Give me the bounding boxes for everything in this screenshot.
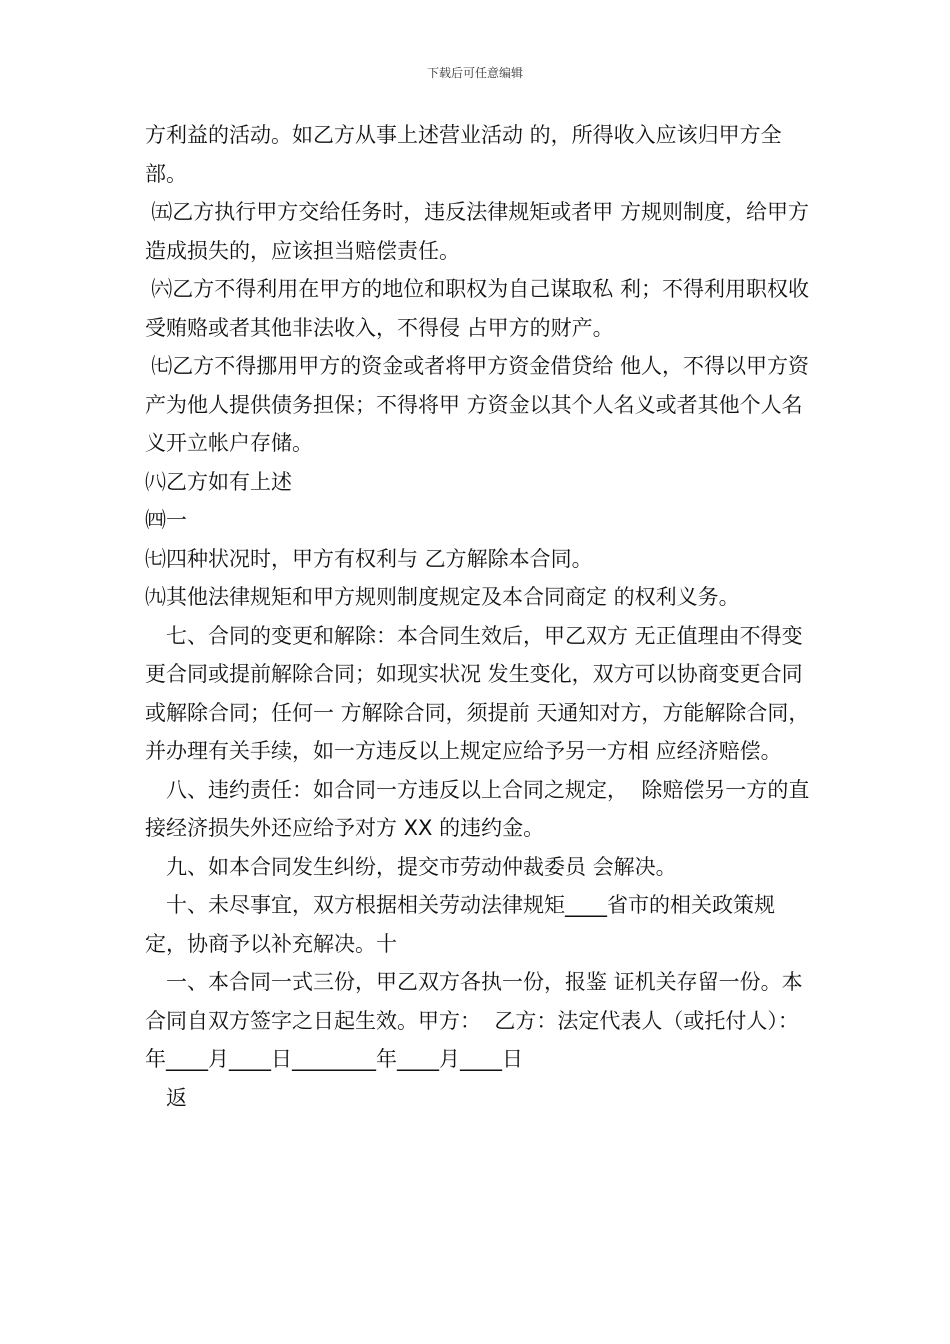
paragraph-section-11: 一、本合同一式三份，甲乙双方各执一份，报鉴 证机关存留一份。本合同自双方签字之日起生效。甲方： 乙方：法定代表人（或托付人）：年____月____日________年____月____日: [145, 970, 803, 1071]
document-body: [145, 116, 823, 1117]
paragraph-clause-8: ㈧乙方如有上述: [145, 469, 292, 494]
paragraph-continuation: 方利益的活动。如乙方从事上述营业活动 的，所得收入应该归甲方全部。: [145, 123, 782, 186]
paragraph-clause-6: ㈥乙方不得利用在甲方的地位和职权为自己谋取私 利；不得利用职权收受贿赂或者其他非法收入，不得侵 占甲方的财产。: [145, 277, 809, 340]
paragraph-section-9: 九、如本合同发生纠纷，提交市劳动仲裁委员 会解决。: [166, 854, 677, 879]
paragraph-section-7: 七、合同的变更和解除：本合同生效后，甲乙双方 无正值理由不得变更合同或提前解除合同；如现实状况 发生变化，双方可以协商变更合同或解除合同；任何一 方解除合同，须提前 天通知对方，方能解除合同， 并办理有关手续，如一方违反以上规定应给予另一方相 应经济赔偿。: [145, 623, 823, 763]
page-header: 下载后可任意编辑: [426, 66, 523, 80]
paragraph-clause-7-fragment: ㈦四种状况时，甲方有权利与 乙方解除本合同。: [145, 546, 593, 571]
paragraph-section-10: 十、未尽事宜，双方根据相关劳动法律规矩____省市的相关政策规定，协商予以补充解决。十: [145, 893, 775, 956]
paragraph-clause-5: ㈤乙方执行甲方交给任务时，违反法律规矩或者甲 方规则制度，给甲方造成损失的，应该担当赔偿责任。: [145, 200, 809, 263]
paragraph-return: 返: [166, 1085, 187, 1110]
paragraph-section-8: 八、违约责任：如合同一方违反以上合同之规定， 除赔偿另一方的直接经济损失外还应给予对方 XX 的违约金。: [145, 777, 810, 840]
paragraph-clause-7: ㈦乙方不得挪用甲方的资金或者将甲方资金借贷给 他人，不得以甲方资产为他人提供债务担保；不得将甲 方资金以其个人名义或者其他个人名义开立帐户存储。: [145, 354, 809, 455]
paragraph-clause-9: ㈨其他法律规矩和甲方规则制度规定及本合同商定 的权利义务。: [145, 585, 740, 609]
paragraph-clause-4-fragment: ㈣一: [145, 508, 187, 532]
